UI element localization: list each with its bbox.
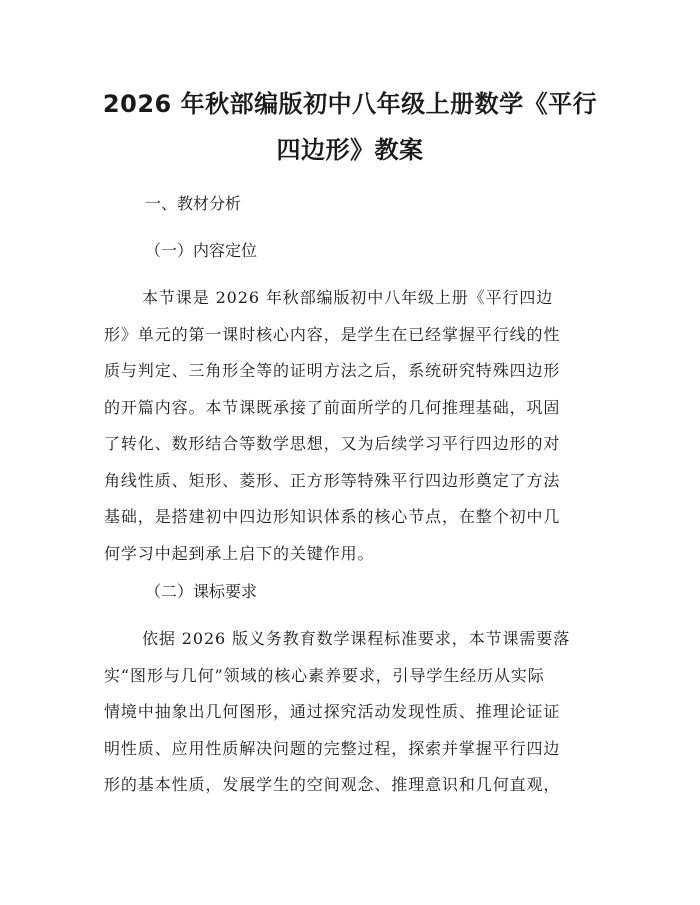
paragraph-line: 实“图形与几何”领域的核心素养要求，引导学生经历从实际 — [104, 665, 545, 685]
paragraph-line: 情境中抽象出几何图形，通过探究活动发现性质、推理论证证 — [104, 702, 561, 721]
paragraph-line: 质与判定、三角形全等的证明方法之后，系统研究特殊四边形 — [104, 361, 561, 380]
paragraph-line: 何学习中起到承上启下的关键作用。 — [104, 543, 375, 563]
subsection-heading-curriculum-requirements: （二）课标要求 — [145, 582, 258, 601]
paragraph-line: 形》单元的第一课时核心内容，是学生在已经掌握平行线的性 — [104, 324, 561, 344]
paragraph-curriculum-requirements — [104, 621, 599, 804]
subsection-heading-content-positioning: （一）内容定位 — [145, 241, 258, 260]
paragraph-line: 了转化、数形结合等数学思想，又为后续学习平行四边形的对 — [104, 434, 561, 453]
paragraph-line: 形的基本性质，发展学生的空间观念、推理意识和几何直观， — [104, 775, 561, 794]
document-title-line-2: 四边形》教案 — [276, 136, 424, 164]
document-title-line-1: 2026 年秋部编版初中八年级上册数学《平行 — [102, 90, 598, 118]
paragraph-line: 依据 2026 版义务教育数学课程标准要求，本节课需要落 — [142, 629, 571, 648]
paragraph-line: 角线性质、矩形、菱形、正方形等特殊平行四边形奠定了方法 — [104, 470, 561, 490]
paragraph-content-positioning — [104, 280, 599, 572]
paragraph-line: 明性质、应用性质解决问题的完整过程，探索并掌握平行四边 — [104, 738, 561, 758]
paragraph-line: 的开篇内容。本节课既承接了前面所学的几何推理基础，巩固 — [104, 397, 561, 417]
section-heading-textbook-analysis: 一、教材分析 — [145, 194, 242, 213]
paragraph-line: 本节课是 2026 年秋部编版初中八年级上册《平行四边 — [142, 288, 554, 307]
paragraph-line: 基础，是搭建初中四边形知识体系的核心节点，在整个初中几 — [104, 507, 561, 526]
